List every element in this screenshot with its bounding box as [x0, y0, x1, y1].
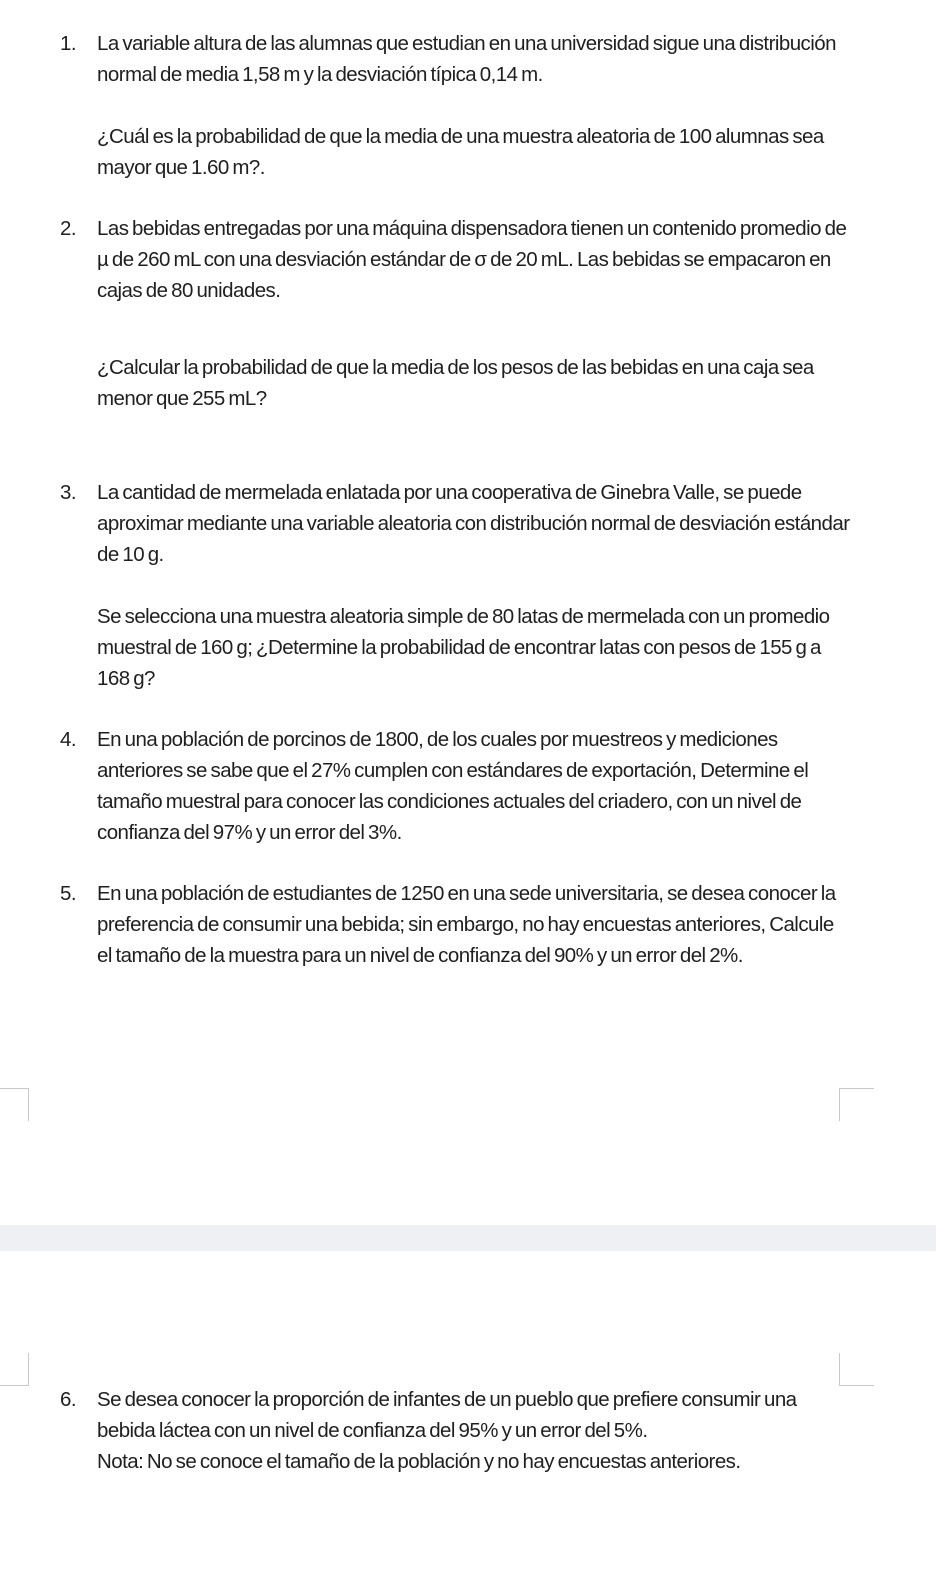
problem-2	[60, 213, 850, 414]
problem-number: 1.	[60, 32, 76, 55]
problem-statement: Se desea conocer la proporción de infantes de un pueblo que prefiere consumir una bebida láctea con un nivel de confianza del 95% y un error del 5%.	[97, 1388, 797, 1442]
problem-3	[60, 477, 850, 694]
problem-4	[60, 724, 850, 848]
margin-corner-mark	[0, 1088, 29, 1121]
problem-5	[60, 878, 850, 971]
problem-6	[60, 1384, 850, 1477]
page-separator	[0, 1225, 936, 1251]
margin-corner-mark	[839, 1353, 874, 1386]
problem-number: 6.	[60, 1388, 76, 1411]
margin-corner-mark	[0, 1353, 29, 1386]
problem-question: ¿Cuál es la probabilidad de que la media de una muestra aleatoria de 100 alumnas sea mayor que 1.60 m?.	[97, 125, 824, 179]
problem-number: 3.	[60, 481, 76, 504]
problem-statement: En una población de porcinos de 1800, de los cuales por muestreos y mediciones anteriores se sabe que el 27% cumplen con estándares de exportación, Determine el tamaño muestral para conocer las condiciones actuales del criadero, con un nivel de confianza del 97% y un error del 3%.	[97, 728, 809, 844]
problem-number: 5.	[60, 882, 76, 905]
problem-statement: Las bebidas entregadas por una máquina dispensadora tienen un contenido promedio de µ de 260 mL con una desviación estándar de σ de 20 mL. Las bebidas se empacaron en cajas de 80 unidades.	[97, 217, 847, 302]
problem-note: Nota: No se conoce el tamaño de la población y no hay encuestas anteriores.	[97, 1450, 741, 1473]
problem-number: 2.	[60, 217, 76, 240]
problem-question: Se selecciona una muestra aleatoria simple de 80 latas de mermelada con un promedio muestral de 160 g; ¿Determine la probabilidad de encontrar latas con pesos de 155 g a 168 g?	[97, 605, 830, 690]
margin-corner-mark	[839, 1088, 874, 1121]
problem-statement: La cantidad de mermelada enlatada por una cooperativa de Ginebra Valle, se puede aproximar mediante una variable aleatoria con distribución normal de desviación estándar de 10 g.	[97, 481, 850, 566]
problem-statement: La variable altura de las alumnas que estudian en una universidad sigue una distribución normal de media 1,58 m y la desviación típica 0,14 m.	[97, 32, 836, 86]
problem-1	[60, 28, 850, 183]
problem-question: ¿Calcular la probabilidad de que la media de los pesos de las bebidas en una caja sea menor que 255 mL?	[97, 356, 814, 410]
problem-statement: En una población de estudiantes de 1250 en una sede universitaria, se desea conocer la preferencia de consumir una bebida; sin embargo, no hay encuestas anteriores, Calcule el tamaño de la muestra para un nivel de confianza del 90% y un error del 2%.	[97, 882, 836, 967]
problem-number: 4.	[60, 728, 76, 751]
